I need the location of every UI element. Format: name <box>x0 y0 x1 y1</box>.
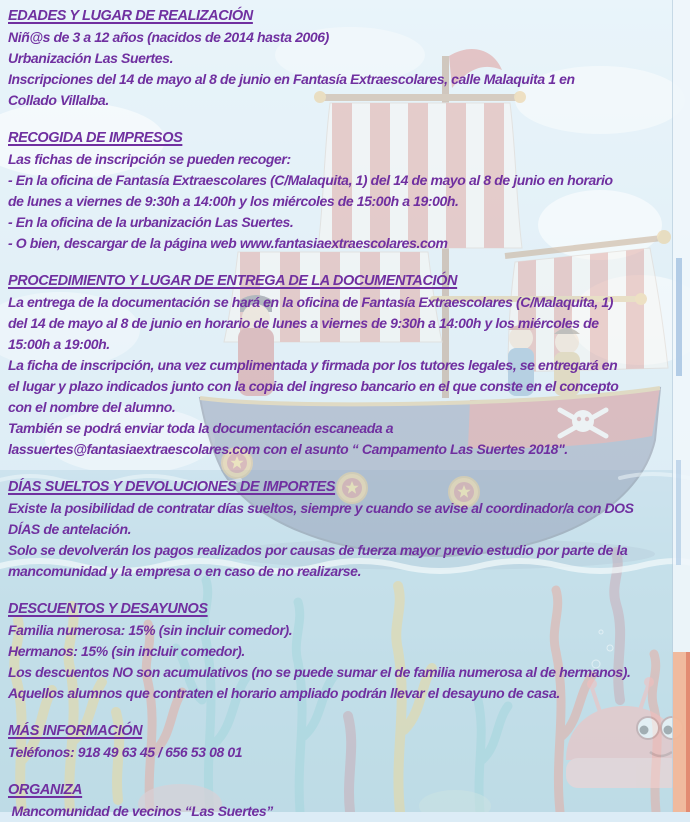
text-line: Solo se devolverán los pagos realizados por causas de fuerza mayor previo estudio por parte de la <box>8 540 686 561</box>
text-line: Teléfonos: 918 49 63 45 / 656 53 08 01 <box>8 742 686 763</box>
text-line: Collado Villalba. <box>8 90 686 111</box>
text-line: - En la oficina de Fantasía Extraescolares (C/Malaquita, 1) del 14 de mayo al 8 de junio en horario <box>8 170 686 191</box>
text-line: - O bien, descargar de la página web www.fantasiaextraescolares.com <box>8 233 686 254</box>
text-line: - En la oficina de la urbanización Las Suertes. <box>8 212 686 233</box>
section-heading: DESCUENTOS Y DESAYUNOS <box>8 599 686 620</box>
text-line: Mancomunidad de vecinos “Las Suertes” <box>8 801 686 822</box>
section-edades <box>8 6 686 111</box>
text-line: Inscripciones del 14 de mayo al 8 de junio en Fantasía Extraescolares, calle Malaquita 1 en <box>8 69 686 90</box>
text-line: con el nombre del alumno. <box>8 397 686 418</box>
section-mas-informacion <box>8 721 686 763</box>
text-line: La entrega de la documentación se hará en la oficina de Fantasía Extraescolares (C/Malaquita, 1) <box>8 292 686 313</box>
section-heading: EDADES Y LUGAR DE REALIZACIÓN <box>8 6 686 27</box>
section-organiza <box>8 780 686 822</box>
text-line: Aquellos alumnos que contraten el horario ampliado podrán llevar el desayuno de casa. <box>8 683 686 704</box>
text-line: del 14 de mayo al 8 de junio en horario de lunes a viernes de 9:30h a 14:00h y los miércoles de <box>8 313 686 334</box>
section-procedimiento <box>8 271 686 460</box>
text-line: También se podrá enviar toda la documentación escaneada a <box>8 418 686 439</box>
text-line: 15:00h a 19:00h. <box>8 334 686 355</box>
section-dias-sueltos <box>8 477 686 582</box>
text-line: mancomunidad y la empresa o en caso de no realizarse. <box>8 561 686 582</box>
text-line: Hermanos: 15% (sin incluir comedor). <box>8 641 686 662</box>
text-line: Existe la posibilidad de contratar días sueltos, siempre y cuando se avise al coordinador/a con DOS <box>8 498 686 519</box>
text-line: lassuertes@fantasiaextraescolares.com con el asunto “ Campamento Las Suertes 2018". <box>8 439 686 460</box>
text-line: Las fichas de inscripción se pueden recoger: <box>8 149 686 170</box>
text-line: Niñ@s de 3 a 12 años (nacidos de 2014 hasta 2006) <box>8 27 686 48</box>
section-heading: MÁS INFORMACIÓN <box>8 721 686 742</box>
text-line: Los descuentos NO son acumulativos (no se puede sumar el de familia numerosa al de hermanos). <box>8 662 686 683</box>
text-line: de lunes a viernes de 9:30h a 14:00h y los miércoles de 15:00h a 19:00h. <box>8 191 686 212</box>
text-line: el lugar y plazo indicados junto con la copia del ingreso bancario en el que conste en el concepto <box>8 376 686 397</box>
section-descuentos <box>8 599 686 704</box>
text-line: Familia numerosa: 15% (sin incluir comedor). <box>8 620 686 641</box>
text-line: Urbanización Las Suertes. <box>8 48 686 69</box>
section-recogida <box>8 128 686 254</box>
section-heading: DÍAS SUELTOS Y DEVOLUCIONES DE IMPORTES <box>8 477 686 498</box>
text-line: La ficha de inscripción, una vez cumplimentada y firmada por los tutores legales, se entregará en <box>8 355 686 376</box>
section-heading: PROCEDIMIENTO Y LUGAR DE ENTREGA DE LA DOCUMENTACIÓN <box>8 271 686 292</box>
section-heading: ORGANIZA <box>8 780 686 801</box>
section-heading: RECOGIDA DE IMPRESOS <box>8 128 686 149</box>
text-line: DÍAS de antelación. <box>8 519 686 540</box>
